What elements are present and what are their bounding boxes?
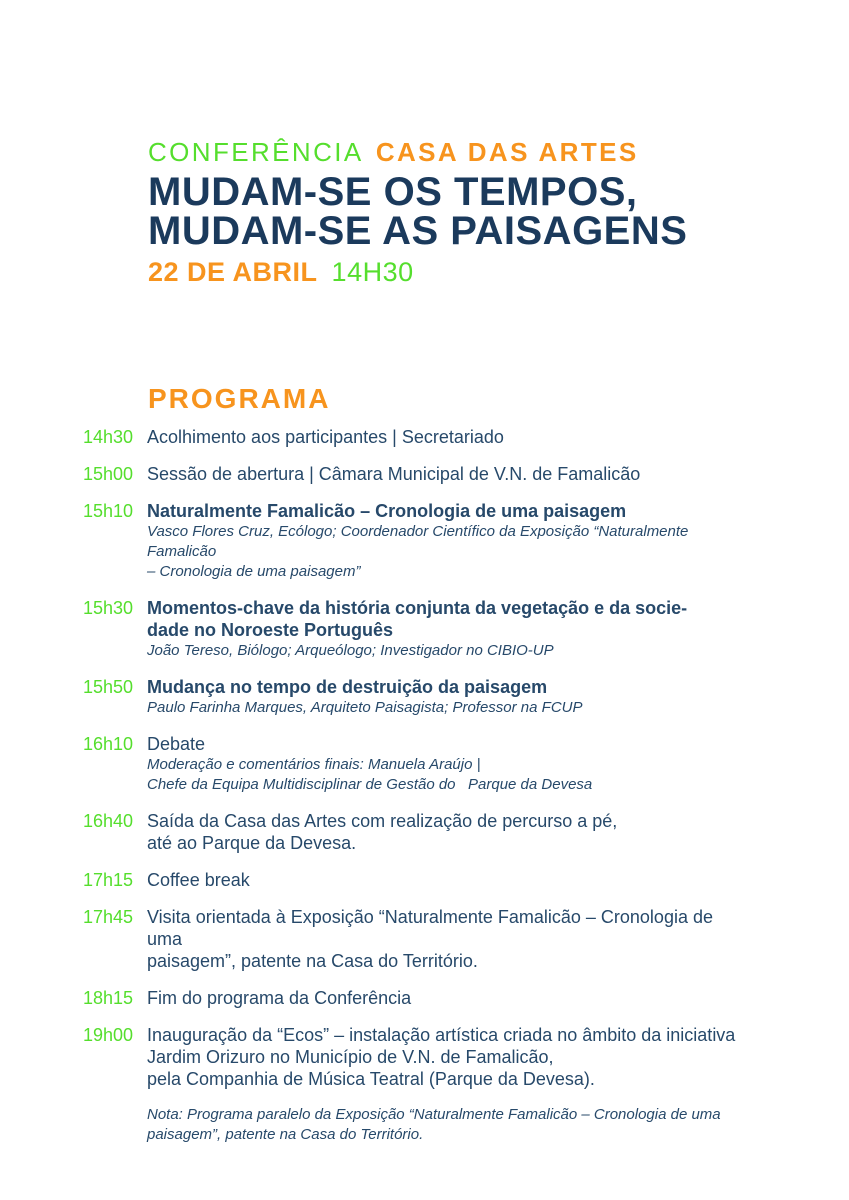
item-content xyxy=(147,869,752,891)
item-text-line: Fim do programa da Conferência xyxy=(147,988,412,1008)
item-content xyxy=(147,463,752,485)
item-content xyxy=(147,500,752,582)
item-content xyxy=(147,426,752,448)
item-time: 17h45 xyxy=(83,907,134,927)
item-content xyxy=(147,987,752,1009)
program-item-17h15 xyxy=(0,869,849,891)
item-time: 15h00 xyxy=(83,464,134,484)
program-item-19h00 xyxy=(0,1024,849,1090)
item-time: 19h00 xyxy=(83,1025,134,1045)
item-text-line: Saída da Casa das Artes com realização de percurso a pé, xyxy=(147,811,618,831)
program-item-15h30 xyxy=(0,597,849,661)
item-title-line: Mudança no tempo de destruição da paisagem xyxy=(147,677,548,697)
program-item-18h15 xyxy=(0,987,849,1009)
item-text-line: Coffee break xyxy=(147,870,250,890)
program-item-16h10 xyxy=(0,733,849,795)
item-text-line: Visita orientada à Exposição “Naturalmente Famalicão – Cronologia de uma xyxy=(147,907,718,949)
item-speaker-line: Moderação e comentários finais: Manuela Araújo | xyxy=(147,756,481,773)
item-text-line: Debate xyxy=(147,734,206,754)
item-title-line: dade no Noroeste Português xyxy=(147,620,394,640)
item-speaker-line: – Cronologia de uma paisagem” xyxy=(147,563,361,580)
note-line: Nota: Programa paralelo da Exposição “Naturalmente Famalicão – Cronologia de uma xyxy=(147,1106,721,1123)
kicker-conference-label: CONFERÊNCIA xyxy=(148,137,363,167)
item-time: 14h30 xyxy=(83,427,134,447)
program-section xyxy=(0,385,849,1160)
page-title xyxy=(148,170,808,253)
item-text-line: Jardim Orizuro no Município de V.N. de Famalicão, xyxy=(147,1047,554,1067)
program-item-15h50 xyxy=(0,676,849,718)
item-text-line: pela Companhia de Música Teatral (Parque da Devesa). xyxy=(147,1069,595,1089)
date-line xyxy=(148,259,808,286)
note-content xyxy=(147,1105,752,1145)
item-title-line: Momentos-chave da história conjunta da vegetação e da socie- xyxy=(147,598,688,618)
start-time-label: 14H30 xyxy=(331,257,414,287)
item-speaker-line: Chefe da Equipa Multidisciplinar de Gestão do Parque da Devesa xyxy=(147,776,593,793)
item-time: 15h50 xyxy=(83,677,134,697)
item-content xyxy=(147,733,752,795)
kicker-line xyxy=(148,139,808,165)
program-item-14h30 xyxy=(0,426,849,448)
item-speaker-line: Vasco Flores Cruz, Ecólogo; Coordenador Científico da Exposição “Naturalmente Famalicão xyxy=(147,523,693,560)
kicker-venue-label: CASA DAS ARTES xyxy=(375,137,639,167)
item-content xyxy=(147,906,752,972)
item-time: 15h30 xyxy=(83,598,134,618)
note-line: paisagem”, patente na Casa do Território. xyxy=(147,1126,424,1143)
header xyxy=(148,139,808,286)
item-text-line: paisagem”, patente na Casa do Território. xyxy=(147,951,478,971)
title-line-2: MUDAM-SE AS PAISAGENS xyxy=(148,209,688,253)
program-item-15h10 xyxy=(0,500,849,582)
program-item-16h40 xyxy=(0,810,849,854)
item-content xyxy=(147,810,752,854)
program-note xyxy=(0,1105,849,1145)
item-title-line: Naturalmente Famalicão – Cronologia de uma paisagem xyxy=(147,501,627,521)
item-speaker-line: João Tereso, Biólogo; Arqueólogo; Investigador no CIBIO-UP xyxy=(147,642,554,659)
item-text-line: Inauguração da “Ecos” – instalação artística criada no âmbito da iniciativa xyxy=(147,1025,736,1045)
program-items xyxy=(0,426,849,1145)
item-content xyxy=(147,597,752,661)
item-text-line: até ao Parque da Devesa. xyxy=(147,833,357,853)
item-content xyxy=(147,1024,752,1090)
program-item-15h00 xyxy=(0,463,849,485)
item-text-line: Acolhimento aos participantes | Secretariado xyxy=(147,427,504,447)
item-text-line: Sessão de abertura | Câmara Municipal de V.N. de Famalicão xyxy=(147,464,641,484)
item-speaker-line: Paulo Farinha Marques, Arquiteto Paisagista; Professor na FCUP xyxy=(147,699,583,716)
item-time: 16h40 xyxy=(83,811,134,831)
item-time: 17h15 xyxy=(83,870,134,890)
item-time: 18h15 xyxy=(83,988,134,1008)
program-heading: PROGRAMA xyxy=(148,383,331,414)
item-time: 15h10 xyxy=(83,501,134,521)
item-time: 16h10 xyxy=(83,734,134,754)
item-content xyxy=(147,676,752,718)
title-line-1: MUDAM-SE OS TEMPOS, xyxy=(148,170,638,214)
date-label: 22 DE ABRIL xyxy=(148,257,318,287)
program-item-17h45 xyxy=(0,906,849,972)
